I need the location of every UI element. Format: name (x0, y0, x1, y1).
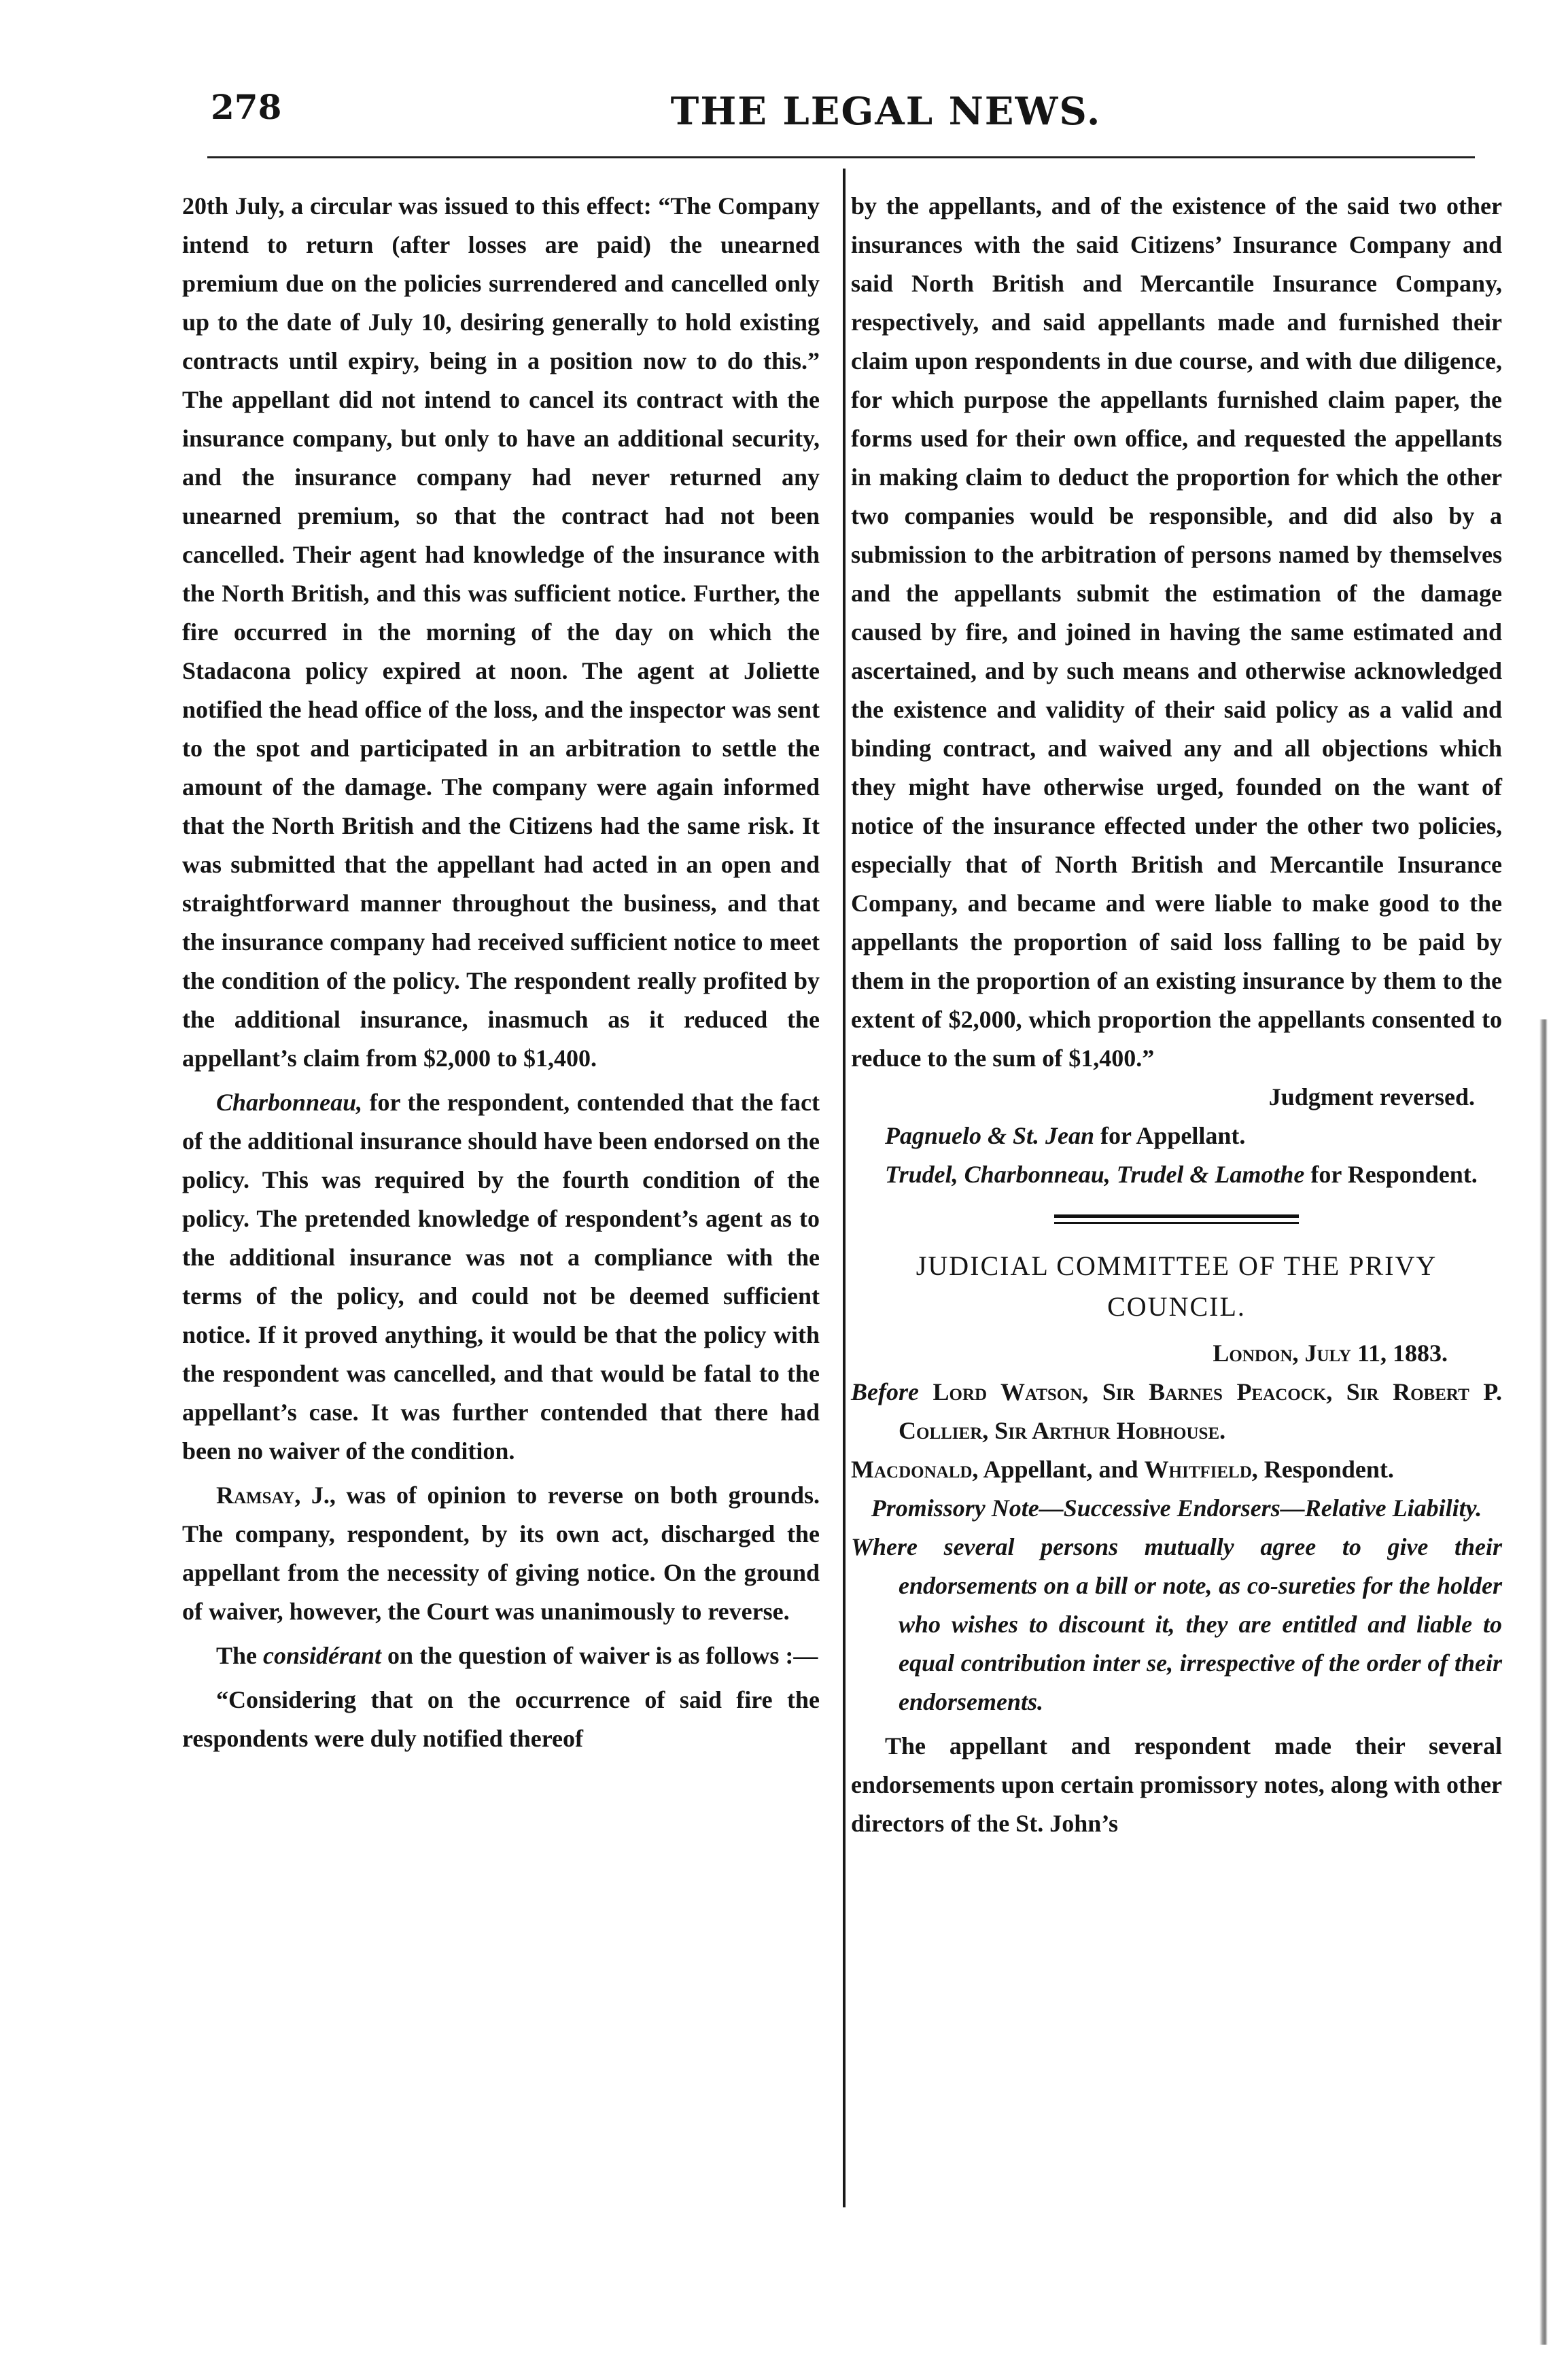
counsel-respondent (851, 1155, 1502, 1194)
section-title: JUDICIAL COMMITTEE OF THE PRIVY (916, 1250, 1438, 1281)
column-divider (843, 169, 846, 2207)
section-divider (1054, 1214, 1299, 1224)
right-column (851, 187, 1502, 1843)
counsel-name: Charbonneau, (216, 1089, 363, 1116)
parties-end: Respondent. (1257, 1456, 1394, 1483)
considerant-intro (182, 1636, 820, 1675)
header-rule (207, 156, 1475, 158)
bench-line (851, 1373, 1502, 1450)
parties-middle: Appellant, and (978, 1456, 1145, 1483)
bench-before: Before (851, 1378, 919, 1405)
counsel-respondent-role: for Respondent. (1304, 1161, 1478, 1188)
page-edge-shadow (1539, 1019, 1548, 2345)
dateline: London, July 11, 1883. (1213, 1340, 1448, 1367)
opinion-paragraph (182, 1476, 820, 1631)
subject-line: Promissory Note—Successive Endorsers—Relative Liability. (871, 1494, 1482, 1522)
respondent-name: Whitfield, (1144, 1456, 1258, 1483)
opening-paragraph: The appellant and respondent made their several endorsements upon certain promissory notes, along with other directors of the St. John’s (851, 1732, 1502, 1837)
parties-line (851, 1450, 1502, 1489)
considerant-quote-start: “Considering that on the occurrence of said fire the respondents were duly notified thereof (182, 1686, 820, 1752)
counsel-respondent-names: Trudel, Charbonneau, Trudel & Lamothe (885, 1161, 1305, 1188)
counsel-appellant-names: Pagnuelo & St. Jean (885, 1122, 1095, 1149)
counsel-appellant-role: for Appellant. (1094, 1122, 1246, 1149)
judgment-line: Judgment reversed. (1268, 1083, 1475, 1110)
running-title: THE LEGAL NEWS. (670, 89, 1102, 134)
respondent-argument-paragraph (182, 1083, 820, 1471)
section-title-continued: COUNCIL. (1107, 1291, 1246, 1322)
judge-name: Ramsay, J., (216, 1482, 336, 1509)
appellant-name: Macdonald, (851, 1456, 979, 1483)
left-column (182, 187, 820, 1758)
considerant-word: considérant (263, 1642, 382, 1669)
considerant-quote-continued: by the appellants, and of the existence of the said two other insurances with the said Citizens’ Insurance Company and said North British and Mercantile Insurance Company, respectively, and said appellants made and furnished their claim upon respondents in due course, and with due diligence, for which purpose the appellants furnished claim paper, the forms used for their own office, and requested the appellants in making claim to deduct the proportion for which the other two companies would be responsible, and did also by a submission to the arbitration of persons named by themselves and the appellants submit the estimation of the damage caused by fire, and joined in having the same estimated and ascertained, and by such means and otherwise acknowledged the existence and validity of their said policy as a valid and binding contract, and waived any and all objections which they might have otherwise urged, founded on the want of notice of the insurance effected under the other two policies, especially that of North British and Mercantile Insurance Company, and became and were liable to make good to the appellants the proportion of said loss falling to be paid by them in the proportion of an existing insurance by them to the extent of $2,000, which proportion the appellants consented to reduce to the sum of $1,400.” (851, 192, 1502, 1072)
bench-names: Lord Watson, Sir Barnes Peacock, Sir Robert P. Collier, Sir Arthur Hobhouse. (899, 1378, 1502, 1444)
considerant-pre: The (216, 1642, 264, 1669)
opinion-text: was of opinion to reverse on both grounds. The company, respondent, by its own act, discharged the appellant from the necessity of giving notice. On the ground of waiver, however, the Court was unanimously to reverse. (182, 1482, 820, 1625)
argument-paragraph: 20th July, a circular was issued to this effect: “The Company intend to return (after losses are paid) the unearned premium due on the policies surrendered and cancelled only up to the date of July 10, desiring generally to hold existing contracts until expiry, being in a position now to do this.” The appellant did not intend to cancel its contract with the insurance company, but only to have an additional security, and the insurance company had never returned any unearned premium, so that the contract had not been cancelled. Their agent had knowledge of the insurance with the North British, and this was sufficient notice. Further, the fire occurred in the morning of the day on which the Stadacona policy expired at noon. The agent at Joliette notified the head office of the loss, and the inspector was sent to the spot and participated in an arbitration to settle the amount of the damage. The company were again informed that the North British and the Citizens had the same risk. It was submitted that the appellant had acted in an open and straightforward manner throughout the business, and that the insurance company had received sufficient notice to meet the condition of the policy. The respondent really profited by the additional insurance, inasmuch as it reduced the appellant’s claim from $2,000 to $1,400. (182, 192, 820, 1072)
considerant-post: on the question of waiver is as follows :— (381, 1642, 818, 1669)
counsel-appellant (851, 1117, 1502, 1155)
headnote: Where several persons mutually agree to give their endorsements on a bill or note, as co-sureties for the holder who wishes to discount it, they are entitled and liable to equal contribution inter se, irrespective of the order of their endorsements. (851, 1533, 1502, 1715)
respondent-argument-text: for the respondent, contended that the fact of the additional insurance should have been endorsed on the policy. This was required by the fourth condition of the policy. The pretended knowledge of respondent’s agent as to the additional insurance was not a compliance with the terms of the policy, and could not be deemed sufficient notice. If it proved anything, it would be that the policy with the respondent was cancelled, and that would be fatal to the appellant’s case. It was further contended that there had been no waiver of the condition. (182, 1089, 820, 1465)
page-number: 278 (211, 87, 282, 127)
